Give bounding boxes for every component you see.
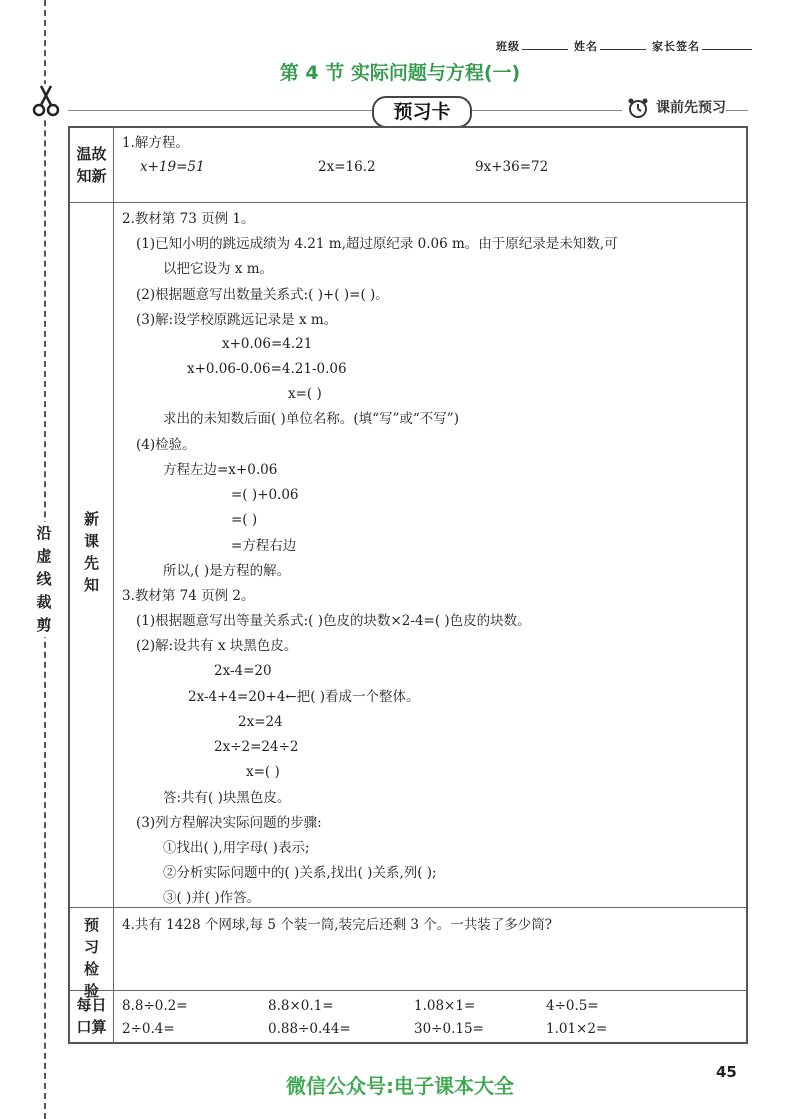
mental-math-item: 0.88÷0.44= <box>268 1021 351 1037</box>
row-divider <box>68 202 748 203</box>
ex2-answer: 答:共有( )块黑色皮。 <box>163 790 291 806</box>
class-blank[interactable] <box>522 39 568 50</box>
section-label-new: 新课先知 <box>83 510 99 594</box>
mental-math-item: 8.8×0.1= <box>268 998 334 1014</box>
class-label: 班级 <box>496 40 520 53</box>
check-step-3: =( ) <box>231 512 258 528</box>
section-label-check: 预习检验 <box>83 916 99 1000</box>
example-2-relation: (1)根据题意写出等量关系式:( )色皮的块数×2-4=( )色皮的块数。 <box>136 613 531 629</box>
check-step-2: =( )+0.06 <box>231 487 299 503</box>
row-divider <box>68 990 748 991</box>
review-question: 1.解方程。 <box>122 135 189 151</box>
solution-intro: (3)解:设学校原跳远记录是 x m。 <box>136 312 338 328</box>
ex2-step-1: 2x-4=20 <box>214 663 272 679</box>
check-step-4: =方程右边 <box>231 538 297 554</box>
name-label: 姓名 <box>574 40 598 53</box>
mental-math-item: 30÷0.15= <box>414 1021 484 1037</box>
steps-heading: (3)列方程解决实际问题的步骤: <box>136 815 322 831</box>
row-divider <box>68 907 748 908</box>
parent-blank[interactable] <box>702 39 752 50</box>
check-heading: (4)检验。 <box>136 437 196 453</box>
word-problem: 4.共有 1428 个网球,每 5 个装一筒,装完后还剩 3 个。一共装了多少筒? <box>122 917 552 933</box>
ex2-step-5: x=( ) <box>246 764 280 780</box>
mental-math-item: 1.01×2= <box>546 1021 608 1037</box>
parent-label: 家长签名 <box>652 40 700 53</box>
step-1: ①找出( ),用字母( )表示; <box>163 840 310 856</box>
relation-fill: (2)根据题意写出数量关系式:( )+( )=( )。 <box>136 287 389 303</box>
equation-1: x+19=51 <box>140 159 205 175</box>
example-1-context: (1)已知小明的跳远成绩为 4.21 m,超过原纪录 0.06 m。由于原纪录是未知数,可 <box>136 236 618 252</box>
section-label-daily: 每日口算 <box>76 996 107 1036</box>
mental-math-item: 1.08×1= <box>414 998 476 1014</box>
unit-question: 求出的未知数后面( )单位名称。(填“写”或“不写”) <box>163 411 459 427</box>
student-info <box>496 38 752 54</box>
preview-badge <box>622 96 726 120</box>
badge-text: 课前先预习 <box>656 100 726 116</box>
equation-3: 9x+36=72 <box>475 159 549 175</box>
page-number: 45 <box>716 1063 737 1081</box>
solve-step-2: x+0.06-0.06=4.21-0.06 <box>187 361 347 377</box>
mental-math-item: 2÷0.4= <box>122 1021 175 1037</box>
check-step-1: 方程左边=x+0.06 <box>163 462 278 478</box>
ex2-step-3: 2x=24 <box>238 714 283 730</box>
example-1-context-cont: 以把它设为 x m。 <box>163 261 273 277</box>
example-1-heading: 2.教材第 73 页例 1。 <box>122 211 255 227</box>
example-2-solution: (2)解:设共有 x 块黑色皮。 <box>136 638 298 654</box>
ex2-step-4: 2x÷2=24÷2 <box>214 739 299 755</box>
solve-step-3: x=( ) <box>288 386 322 402</box>
ex2-step-2: 2x-4+4=20+4←把( )看成一个整体。 <box>188 689 420 705</box>
step-3: ③( )并( )作答。 <box>163 890 261 906</box>
solve-step-1: x+0.06=4.21 <box>222 336 313 352</box>
alarm-clock-icon <box>626 100 656 116</box>
example-2-heading: 3.教材第 74 页例 2。 <box>122 588 255 604</box>
mental-math-item: 8.8÷0.2= <box>122 998 188 1014</box>
section-label-review: 温故知新 <box>76 145 107 185</box>
name-blank[interactable] <box>600 39 646 50</box>
cut-label: 沿虚线裁剪 <box>34 522 54 637</box>
step-2: ②分析实际问题中的( )关系,找出( )关系,列( ); <box>163 865 437 881</box>
watermark: 微信公众号:电子课本大全 <box>286 1074 514 1098</box>
check-conclusion: 所以,( )是方程的解。 <box>163 563 291 579</box>
card-title: 预习卡 <box>372 96 472 128</box>
mental-math-item: 4÷0.5= <box>546 998 599 1014</box>
scissors-icon <box>30 84 62 118</box>
equation-2: 2x=16.2 <box>318 159 376 175</box>
lesson-title: 第 4 节 实际问题与方程(一) <box>279 62 521 84</box>
